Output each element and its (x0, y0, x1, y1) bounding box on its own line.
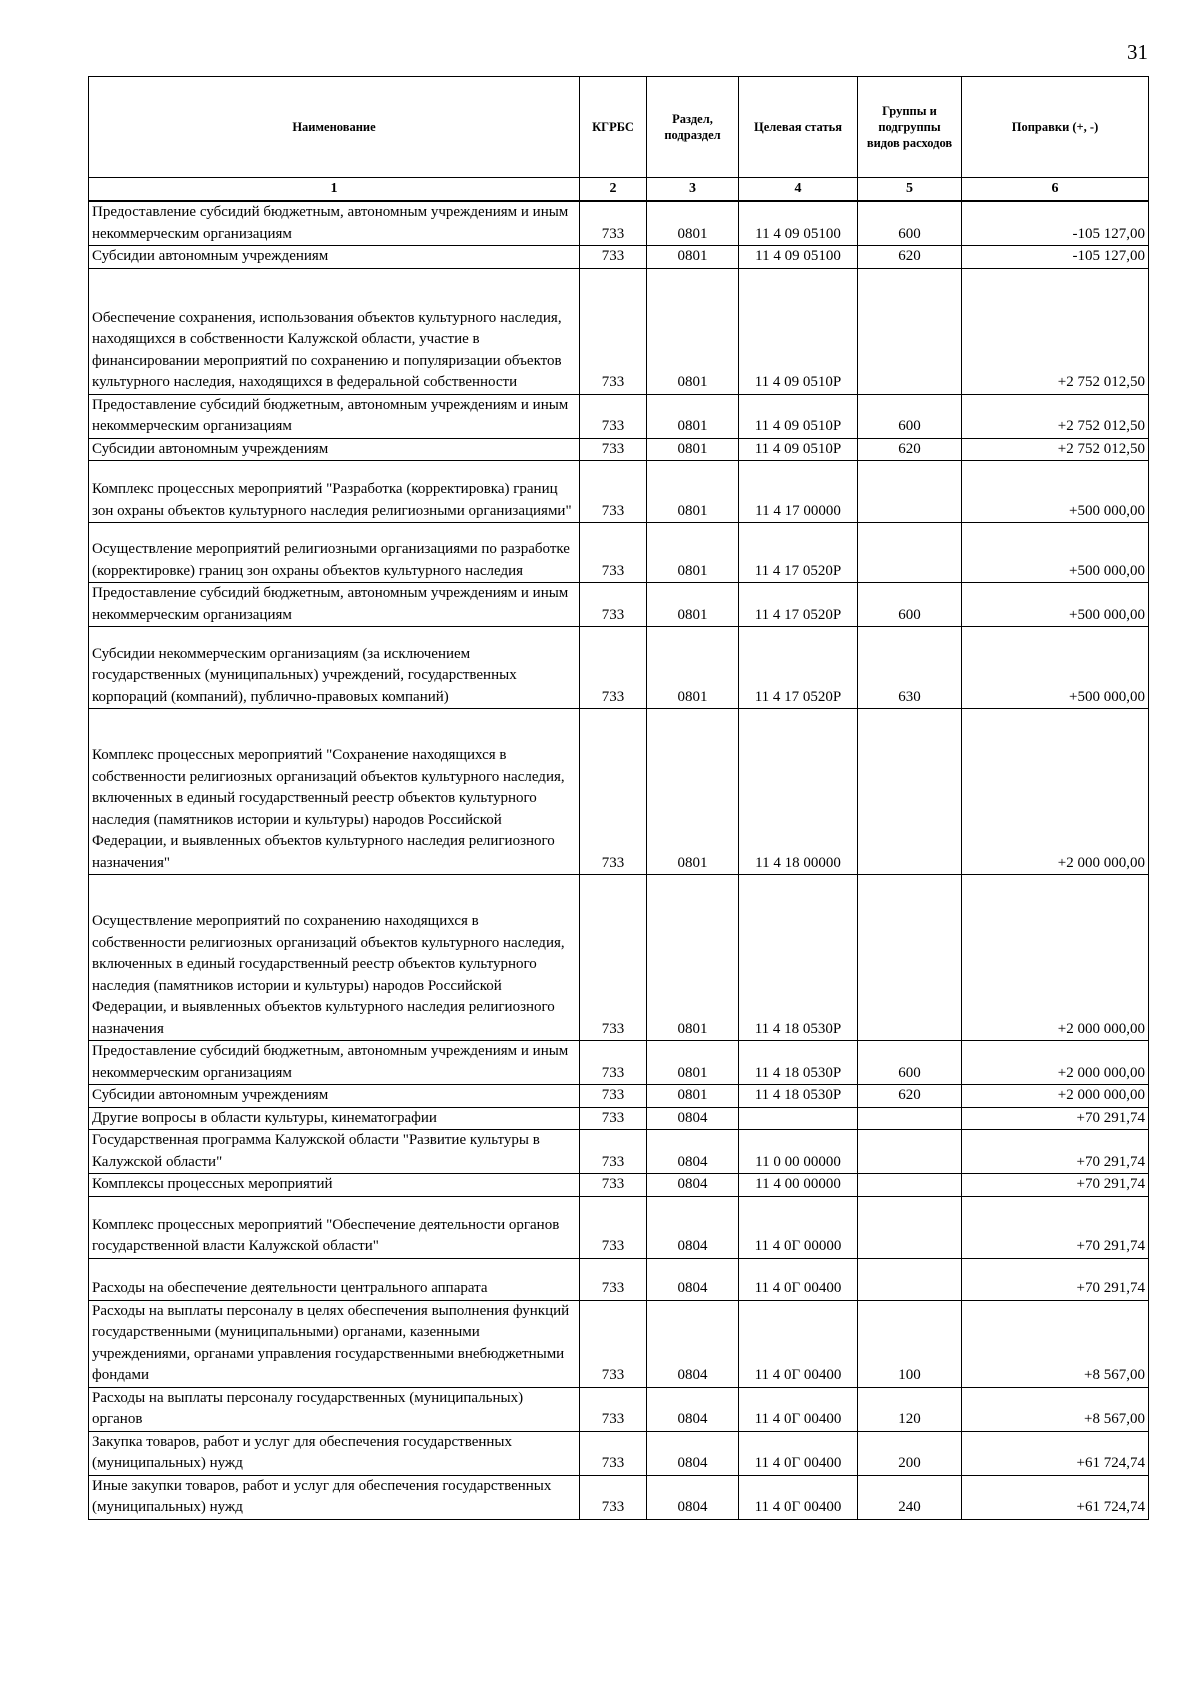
row-expense-group-cell (858, 1258, 962, 1300)
row-section-cell: 0801 (647, 583, 739, 627)
row-name-cell: Расходы на выплаты персоналу в целях обеспечения выполнения функций государственными (муниципальными) органами, казенными учреждениями, органами управления государственными внебюджетными фондами (89, 1300, 580, 1387)
column-number-row (89, 178, 1149, 202)
row-expense-group-cell: 620 (858, 438, 962, 461)
row-section-cell: 0801 (647, 438, 739, 461)
row-target-article-cell: 11 4 17 0520Р (739, 523, 858, 583)
row-kgrbs-cell: 733 (580, 627, 647, 709)
row-target-article-cell: 11 4 0Г 00000 (739, 1196, 858, 1258)
table-row (89, 268, 1149, 394)
row-kgrbs-cell: 733 (580, 523, 647, 583)
row-section-cell: 0804 (647, 1174, 739, 1197)
row-target-article-cell: 11 4 09 0510Р (739, 438, 858, 461)
row-amount-cell: +61 724,74 (962, 1475, 1149, 1519)
row-kgrbs-cell: 733 (580, 1300, 647, 1387)
column-number: 5 (858, 178, 962, 202)
row-name-cell: Расходы на обеспечение деятельности центрального аппарата (89, 1258, 580, 1300)
row-expense-group-cell (858, 1107, 962, 1130)
header-expense-groups: Группы и подгруппы видов расходов (858, 77, 962, 178)
row-kgrbs-cell: 733 (580, 1387, 647, 1431)
row-target-article-cell: 11 4 17 0520Р (739, 583, 858, 627)
row-target-article-cell: 11 4 00 00000 (739, 1174, 858, 1197)
row-kgrbs-cell: 733 (580, 246, 647, 269)
column-number: 2 (580, 178, 647, 202)
row-target-article-cell: 11 4 17 0520Р (739, 627, 858, 709)
row-amount-cell: +61 724,74 (962, 1431, 1149, 1475)
row-kgrbs-cell: 733 (580, 709, 647, 875)
table-row (89, 1085, 1149, 1108)
row-name-cell: Осуществление мероприятий по сохранению находящихся в собственности религиозных организаций объектов культурного наследия, включенных в единый государственный реестр объектов культурного наследия (памятников истории и культуры) народов Российской Федерации, и выявленных объектов культурного наследия религиозного назначения (89, 875, 580, 1041)
row-expense-group-cell: 600 (858, 1041, 962, 1085)
row-kgrbs-cell: 733 (580, 875, 647, 1041)
table-row (89, 875, 1149, 1041)
table-row (89, 583, 1149, 627)
header-section: Раздел, подраздел (647, 77, 739, 178)
row-kgrbs-cell: 733 (580, 1085, 647, 1108)
table-row (89, 1475, 1149, 1519)
row-target-article-cell: 11 4 0Г 00400 (739, 1431, 858, 1475)
column-number: 1 (89, 178, 580, 202)
row-name-cell: Предоставление субсидий бюджетным, автономным учреждениям и иным некоммерческим организациям (89, 1041, 580, 1085)
row-amount-cell: -105 127,00 (962, 246, 1149, 269)
row-amount-cell: +70 291,74 (962, 1196, 1149, 1258)
row-amount-cell: +500 000,00 (962, 627, 1149, 709)
row-section-cell: 0804 (647, 1107, 739, 1130)
row-amount-cell: +2 000 000,00 (962, 1085, 1149, 1108)
table-row (89, 1300, 1149, 1387)
row-name-cell: Осуществление мероприятий религиозными организациями по разработке (корректировке) границ зон охраны объектов культурного наследия (89, 523, 580, 583)
table-row (89, 1107, 1149, 1130)
row-target-article-cell: 11 0 00 00000 (739, 1130, 858, 1174)
row-name-cell: Комплекс процессных мероприятий "Обеспечение деятельности органов государственной власти Калужской области" (89, 1196, 580, 1258)
row-name-cell: Иные закупки товаров, работ и услуг для обеспечения государственных (муниципальных) нужд (89, 1475, 580, 1519)
table-row (89, 1041, 1149, 1085)
row-section-cell: 0801 (647, 523, 739, 583)
row-target-article-cell: 11 4 0Г 00400 (739, 1258, 858, 1300)
row-amount-cell: +70 291,74 (962, 1258, 1149, 1300)
table-row (89, 523, 1149, 583)
row-section-cell: 0804 (647, 1300, 739, 1387)
header-kgrbs: КГРБС (580, 77, 647, 178)
row-expense-group-cell (858, 1196, 962, 1258)
row-amount-cell: +70 291,74 (962, 1107, 1149, 1130)
table-row (89, 1431, 1149, 1475)
budget-amendments-table (88, 76, 1149, 1520)
row-kgrbs-cell: 733 (580, 394, 647, 438)
row-section-cell: 0801 (647, 1041, 739, 1085)
row-section-cell: 0801 (647, 246, 739, 269)
row-target-article-cell: 11 4 09 0510Р (739, 268, 858, 394)
row-name-cell: Субсидии автономным учреждениям (89, 1085, 580, 1108)
table-row (89, 461, 1149, 523)
row-section-cell: 0804 (647, 1431, 739, 1475)
header-name: Наименование (89, 77, 580, 178)
row-target-article-cell (739, 1107, 858, 1130)
row-target-article-cell: 11 4 0Г 00400 (739, 1300, 858, 1387)
table-row (89, 1174, 1149, 1197)
row-target-article-cell: 11 4 18 0530Р (739, 875, 858, 1041)
row-expense-group-cell (858, 875, 962, 1041)
table-row (89, 438, 1149, 461)
row-amount-cell: -105 127,00 (962, 201, 1149, 246)
row-kgrbs-cell: 733 (580, 268, 647, 394)
row-amount-cell: +8 567,00 (962, 1387, 1149, 1431)
row-expense-group-cell: 630 (858, 627, 962, 709)
table-row (89, 1387, 1149, 1431)
row-expense-group-cell: 620 (858, 246, 962, 269)
row-expense-group-cell (858, 709, 962, 875)
row-expense-group-cell (858, 1130, 962, 1174)
row-name-cell: Расходы на выплаты персоналу государственных (муниципальных) органов (89, 1387, 580, 1431)
row-section-cell: 0801 (647, 268, 739, 394)
row-expense-group-cell (858, 1174, 962, 1197)
row-name-cell: Обеспечение сохранения, использования объектов культурного наследия, находящихся в собственности Калужской области, участие в финансировании мероприятий по сохранению и популяризации объектов культурного наследия, находящихся в федеральной собственности (89, 268, 580, 394)
row-name-cell: Закупка товаров, работ и услуг для обеспечения государственных (муниципальных) нужд (89, 1431, 580, 1475)
column-number: 6 (962, 178, 1149, 202)
row-name-cell: Субсидии автономным учреждениям (89, 438, 580, 461)
row-target-article-cell: 11 4 09 05100 (739, 201, 858, 246)
page-number: 31 (1127, 40, 1148, 64)
column-number: 4 (739, 178, 858, 202)
row-name-cell: Субсидии некоммерческим организациям (за исключением государственных (муниципальных) учреждений, государственных корпораций (компаний), публично-правовых компаний) (89, 627, 580, 709)
row-expense-group-cell (858, 523, 962, 583)
row-section-cell: 0804 (647, 1387, 739, 1431)
row-expense-group-cell: 240 (858, 1475, 962, 1519)
table-row (89, 709, 1149, 875)
row-target-article-cell: 11 4 0Г 00400 (739, 1475, 858, 1519)
row-name-cell: Предоставление субсидий бюджетным, автономным учреждениям и иным некоммерческим организациям (89, 201, 580, 246)
row-target-article-cell: 11 4 09 05100 (739, 246, 858, 269)
row-target-article-cell: 11 4 0Г 00400 (739, 1387, 858, 1431)
row-section-cell: 0804 (647, 1475, 739, 1519)
row-amount-cell: +8 567,00 (962, 1300, 1149, 1387)
row-section-cell: 0801 (647, 461, 739, 523)
row-amount-cell: +2 752 012,50 (962, 438, 1149, 461)
row-amount-cell: +2 000 000,00 (962, 709, 1149, 875)
row-kgrbs-cell: 733 (580, 438, 647, 461)
row-expense-group-cell (858, 268, 962, 394)
row-amount-cell: +500 000,00 (962, 461, 1149, 523)
row-name-cell: Комплексы процессных мероприятий (89, 1174, 580, 1197)
row-section-cell: 0801 (647, 627, 739, 709)
table-row (89, 246, 1149, 269)
row-kgrbs-cell: 733 (580, 583, 647, 627)
row-expense-group-cell: 600 (858, 201, 962, 246)
row-target-article-cell: 11 4 18 0530Р (739, 1085, 858, 1108)
row-section-cell: 0801 (647, 201, 739, 246)
row-target-article-cell: 11 4 18 0530Р (739, 1041, 858, 1085)
table-row (89, 1258, 1149, 1300)
row-kgrbs-cell: 733 (580, 1041, 647, 1085)
row-section-cell: 0804 (647, 1196, 739, 1258)
row-section-cell: 0801 (647, 394, 739, 438)
row-kgrbs-cell: 733 (580, 1258, 647, 1300)
row-kgrbs-cell: 733 (580, 461, 647, 523)
row-amount-cell: +2 752 012,50 (962, 394, 1149, 438)
header-target-article: Целевая статья (739, 77, 858, 178)
row-amount-cell: +70 291,74 (962, 1174, 1149, 1197)
row-kgrbs-cell: 733 (580, 1107, 647, 1130)
row-kgrbs-cell: 733 (580, 1475, 647, 1519)
row-expense-group-cell (858, 461, 962, 523)
row-name-cell: Государственная программа Калужской области "Развитие культуры в Калужской области" (89, 1130, 580, 1174)
row-kgrbs-cell: 733 (580, 1431, 647, 1475)
row-amount-cell: +500 000,00 (962, 523, 1149, 583)
row-kgrbs-cell: 733 (580, 201, 647, 246)
row-section-cell: 0801 (647, 709, 739, 875)
row-name-cell: Комплекс процессных мероприятий "Разработка (корректировка) границ зон охраны объектов культурного наследия религиозными организациями" (89, 461, 580, 523)
header-row (89, 77, 1149, 178)
row-kgrbs-cell: 733 (580, 1196, 647, 1258)
row-expense-group-cell: 200 (858, 1431, 962, 1475)
row-name-cell: Субсидии автономным учреждениям (89, 246, 580, 269)
row-amount-cell: +70 291,74 (962, 1130, 1149, 1174)
row-kgrbs-cell: 733 (580, 1130, 647, 1174)
row-section-cell: 0801 (647, 875, 739, 1041)
row-name-cell: Предоставление субсидий бюджетным, автономным учреждениям и иным некоммерческим организациям (89, 394, 580, 438)
table-row (89, 394, 1149, 438)
row-target-article-cell: 11 4 09 0510Р (739, 394, 858, 438)
header-amendments: Поправки (+, -) (962, 77, 1149, 178)
row-expense-group-cell: 100 (858, 1300, 962, 1387)
row-kgrbs-cell: 733 (580, 1174, 647, 1197)
row-section-cell: 0801 (647, 1085, 739, 1108)
table-row (89, 1130, 1149, 1174)
row-name-cell: Комплекс процессных мероприятий "Сохранение находящихся в собственности религиозных организаций объектов культурного наследия, включенных в единый государственный реестр объектов культурного наследия (памятников истории и культуры) народов Российской Федерации, и выявленных объектов культурного наследия религиозного назначения" (89, 709, 580, 875)
row-amount-cell: +2 000 000,00 (962, 1041, 1149, 1085)
row-amount-cell: +2 000 000,00 (962, 875, 1149, 1041)
row-amount-cell: +500 000,00 (962, 583, 1149, 627)
table-row (89, 627, 1149, 709)
row-expense-group-cell: 600 (858, 394, 962, 438)
row-target-article-cell: 11 4 18 00000 (739, 709, 858, 875)
row-expense-group-cell: 620 (858, 1085, 962, 1108)
row-target-article-cell: 11 4 17 00000 (739, 461, 858, 523)
row-section-cell: 0804 (647, 1130, 739, 1174)
row-expense-group-cell: 120 (858, 1387, 962, 1431)
table-row (89, 1196, 1149, 1258)
row-name-cell: Другие вопросы в области культуры, кинематографии (89, 1107, 580, 1130)
row-amount-cell: +2 752 012,50 (962, 268, 1149, 394)
column-number: 3 (647, 178, 739, 202)
row-name-cell: Предоставление субсидий бюджетным, автономным учреждениям и иным некоммерческим организациям (89, 583, 580, 627)
table-row (89, 201, 1149, 246)
row-expense-group-cell: 600 (858, 583, 962, 627)
row-section-cell: 0804 (647, 1258, 739, 1300)
